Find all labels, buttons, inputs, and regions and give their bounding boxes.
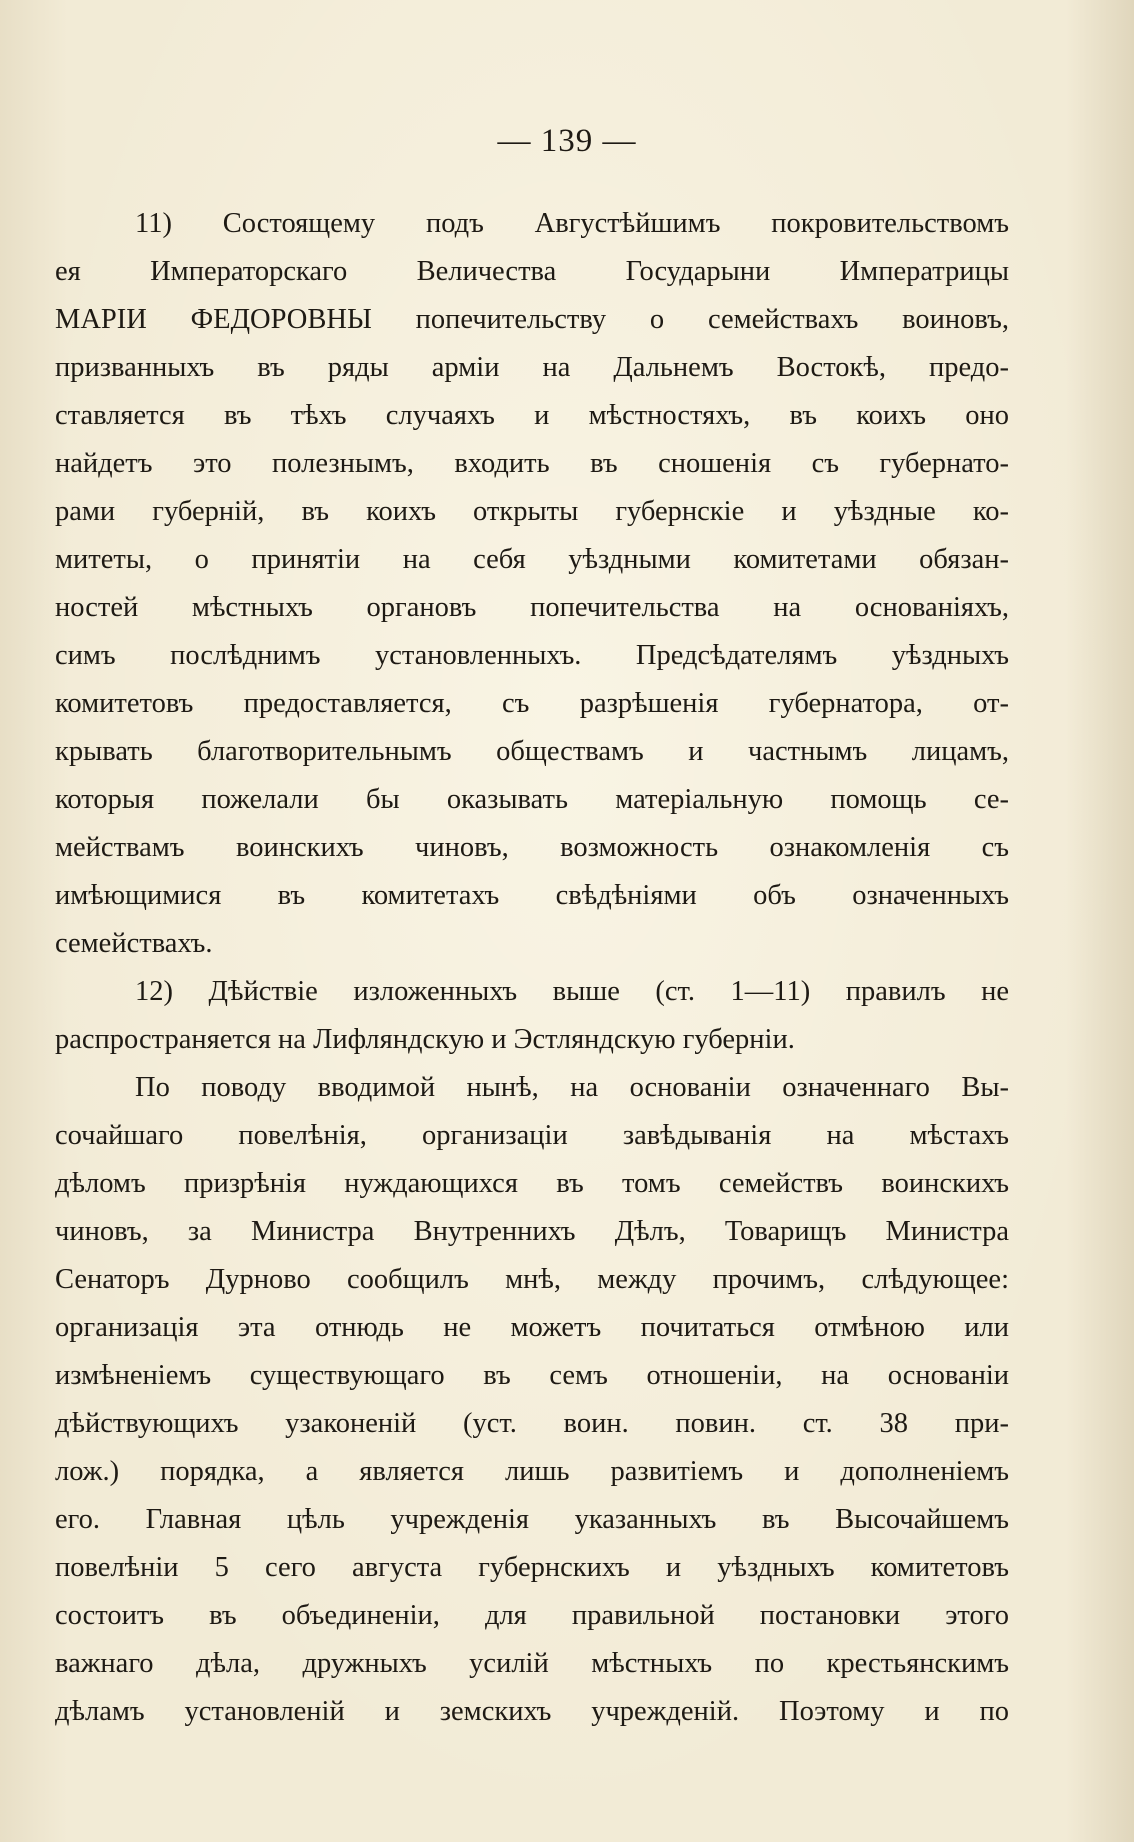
text-line: найдетъ это полезнымъ, входить въ сношенія съ губернато-: [55, 448, 1009, 479]
text-line: ея Императорскаго Величества Государыни Императрицы: [55, 256, 1009, 287]
text-line: мействамъ воинскихъ чиновъ, возможность ознакомленія съ: [55, 832, 1009, 863]
body-text: [55, 200, 1009, 1736]
page-number: — 139 —: [497, 123, 637, 159]
text-line: комитетовъ предоставляется, съ разрѣшенія губернатора, от-: [55, 688, 1009, 719]
text-line: симъ послѣднимъ установленныхъ. Предсѣдателямъ уѣздныхъ: [55, 640, 1009, 671]
text-line: его. Главная цѣль учрежденія указанныхъ въ Высочайшемъ: [55, 1504, 1009, 1535]
text-line: крывать благотворительнымъ обществамъ и частнымъ лицамъ,: [55, 736, 1009, 767]
text-line: рами губерній, въ коихъ открыты губернскіе и уѣздные ко-: [55, 496, 1009, 527]
text-line: повелѣніи 5 сего августа губернскихъ и уѣздныхъ комитетовъ: [55, 1552, 1009, 1583]
text-line: сочайшаго повелѣнія, организаціи завѣдыванія на мѣстахъ: [55, 1120, 1009, 1151]
text-line: МАРІИ ФЕДОРОВНЫ попечительству о семействахъ воиновъ,: [55, 304, 1009, 335]
text-line: митеты, о принятіи на себя уѣздными комитетами обязан-: [55, 544, 1009, 575]
text-line: Сенаторъ Дурново сообщилъ мнѣ, между прочимъ, слѣдующее:: [55, 1264, 1009, 1295]
text-line: ставляется въ тѣхъ случаяхъ и мѣстностяхъ, въ коихъ оно: [55, 400, 1009, 431]
text-line: семействахъ.: [55, 928, 213, 959]
text-line: дѣламъ установленій и земскихъ учрежденій. Поэтому и по: [55, 1696, 1009, 1727]
text-line: организація эта отнюдь не можетъ почитаться отмѣною или: [55, 1312, 1009, 1343]
text-line: состоитъ въ объединеніи, для правильной постановки этого: [55, 1600, 1009, 1631]
text-line: 11) Состоящему подъ Августѣйшимъ покровительствомъ: [135, 208, 1009, 239]
text-line: измѣненіемъ существующаго въ семъ отношеніи, на основаніи: [55, 1360, 1009, 1391]
text-line: которыя пожелали бы оказывать матеріальную помощь се-: [55, 784, 1009, 815]
text-line: имѣющимися въ комитетахъ свѣдѣніями объ означенныхъ: [55, 880, 1009, 911]
text-line: распространяется на Лифляндскую и Эстляндскую губерніи.: [55, 1024, 795, 1055]
text-line: лож.) порядка, а является лишь развитіемъ и дополненіемъ: [55, 1456, 1009, 1487]
text-line: призванныхъ въ ряды арміи на Дальнемъ Востокѣ, предо-: [55, 352, 1009, 383]
text-line: ностей мѣстныхъ органовъ попечительства на основаніяхъ,: [55, 592, 1009, 623]
text-line: дѣломъ призрѣнія нуждающихся въ томъ семействъ воинскихъ: [55, 1168, 1009, 1199]
text-line: важнаго дѣла, дружныхъ усилій мѣстныхъ по крестьянскимъ: [55, 1648, 1009, 1679]
text-line: По поводу вводимой нынѣ, на основаніи означеннаго Вы-: [135, 1072, 1009, 1103]
text-line: дѣйствующихъ узаконеній (уст. воин. повин. ст. 38 при-: [55, 1408, 1009, 1439]
text-line: чиновъ, за Министра Внутреннихъ Дѣлъ, Товарищъ Министра: [55, 1216, 1009, 1247]
text-line: 12) Дѣйствіе изложенныхъ выше (ст. 1—11) правилъ не: [135, 976, 1009, 1007]
